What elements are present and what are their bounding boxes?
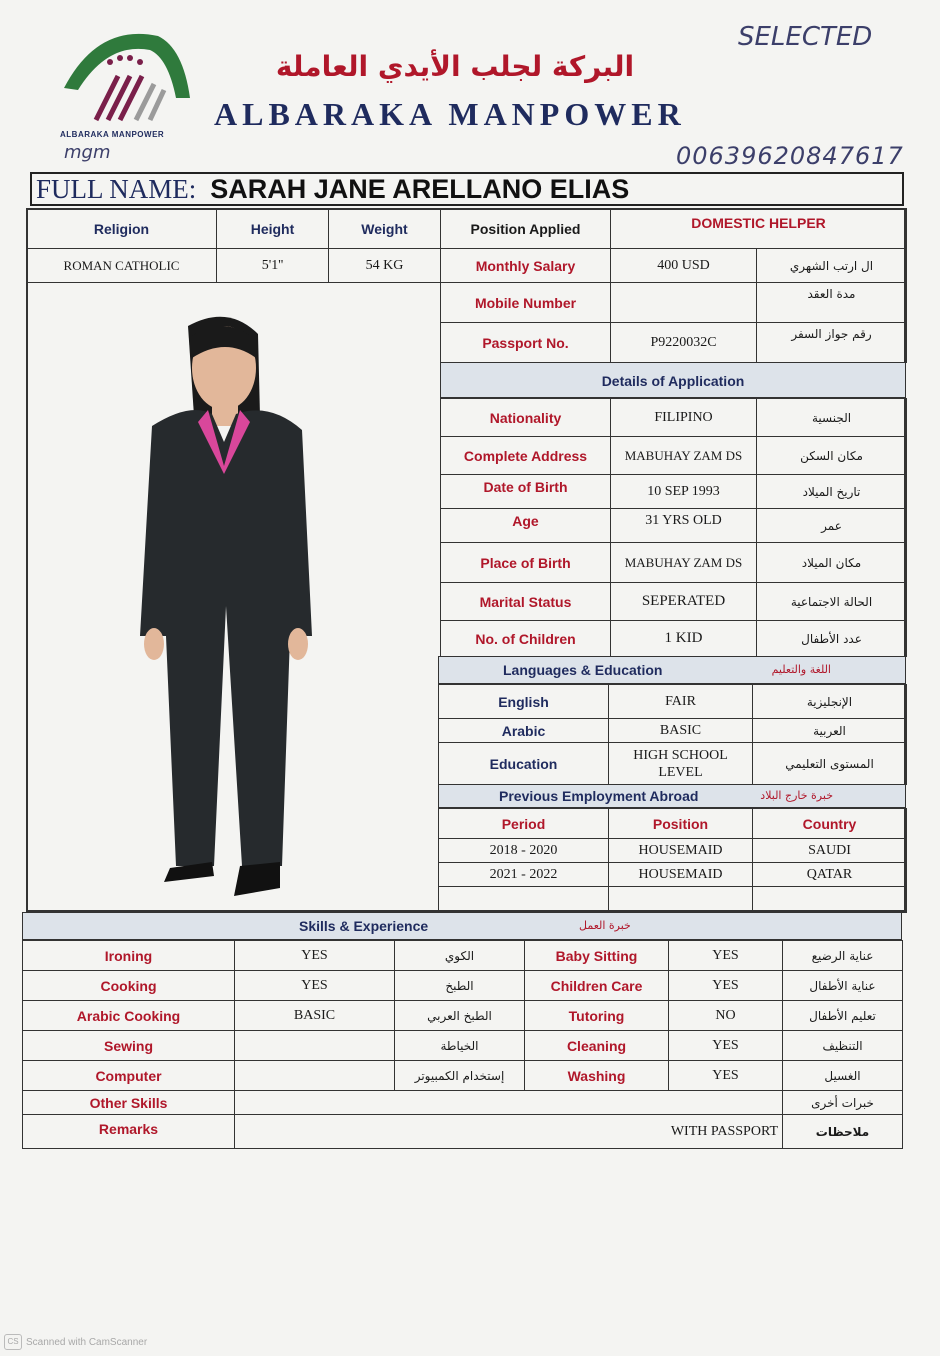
detail-row-passport: [441, 323, 907, 363]
position-label: Position Applied: [441, 209, 611, 249]
employment-period: [439, 887, 609, 913]
language-value: BASIC: [609, 719, 753, 743]
employment-position: [609, 887, 753, 913]
employment-country: [753, 887, 907, 913]
skill-value: YES: [669, 941, 783, 971]
weight-label: Weight: [329, 209, 441, 249]
skill-label: Arabic Cooking: [23, 1001, 235, 1031]
language-value: FAIR: [609, 685, 753, 719]
skills-header: [22, 912, 902, 940]
language-arabic: الإنجليزية: [753, 685, 907, 719]
skill-arabic: الكوي: [395, 941, 525, 971]
skill-value: [235, 1061, 395, 1091]
skill-label: Cooking: [23, 971, 235, 1001]
skill-label: Sewing: [23, 1031, 235, 1061]
application-value: SEPERATED: [611, 583, 757, 621]
handwritten-mark: mgm: [64, 142, 111, 163]
employment-country: SAUDI: [753, 839, 907, 863]
company-name-english: ALBARAKA MANPOWER: [214, 96, 686, 132]
skill-arabic: إستخدام الكمبيوتر: [395, 1061, 525, 1091]
height-value: 5'1'': [217, 249, 329, 283]
employment-header-label: Previous Employment Abroad: [499, 788, 699, 804]
skill-row: [23, 1061, 903, 1091]
application-value: FILIPINO: [611, 399, 757, 437]
skill-arabic: عناية الرضيع: [783, 941, 903, 971]
employment-col-position: Position: [609, 809, 753, 839]
skill-arabic: الطبخ العربي: [395, 1001, 525, 1031]
employment-position: HOUSEMAID: [609, 839, 753, 863]
employment-row: [439, 863, 907, 887]
detail-value: 400 USD: [611, 249, 757, 283]
employment-row: [439, 887, 907, 913]
skill-row: [23, 1031, 903, 1061]
remarks-row: [23, 1115, 903, 1149]
detail-label: Mobile Number: [441, 283, 611, 323]
detail-label: Monthly Salary: [441, 249, 611, 283]
skill-label: Ironing: [23, 941, 235, 971]
full-name-bar: [30, 172, 904, 206]
application-arabic: الجنسية: [757, 399, 907, 437]
scanner-watermark-text: Scanned with CamScanner: [26, 1336, 148, 1348]
application-label: Complete Address: [441, 437, 611, 475]
employment-header-arabic: خبرة خارج البلاد: [760, 789, 833, 802]
remarks-label: Remarks: [23, 1115, 235, 1149]
application-arabic: الحالة الاجتماعية: [757, 583, 907, 621]
other-skills-arabic: خبرات أخرى: [783, 1091, 903, 1115]
skill-value: [235, 1031, 395, 1061]
application-label: Place of Birth: [441, 543, 611, 583]
scanner-watermark: [4, 1334, 147, 1350]
skill-label: Cleaning: [525, 1031, 669, 1061]
detail-arabic: رقم جواز السفر: [757, 323, 907, 363]
skill-row: [23, 971, 903, 1001]
height-label: Height: [217, 209, 329, 249]
other-skills-label: Other Skills: [23, 1091, 235, 1115]
language-label: English: [439, 685, 609, 719]
logo-caption: ALBARAKA MANPOWER: [60, 130, 165, 139]
employment-col-country: Country: [753, 809, 907, 839]
religion-label: Religion: [27, 209, 217, 249]
detail-label: Passport No.: [441, 323, 611, 363]
application-table: [440, 398, 907, 657]
application-value: 31 YRS OLD: [611, 509, 757, 543]
skill-label: Children Care: [525, 971, 669, 1001]
basic-info-table: [26, 208, 441, 283]
detail-value: P9220032C: [611, 323, 757, 363]
skill-label: Computer: [23, 1061, 235, 1091]
application-label: No. of Children: [441, 621, 611, 657]
skill-arabic: تعليم الأطفال: [783, 1001, 903, 1031]
employment-period: 2021 - 2022: [439, 863, 609, 887]
employment-country: QATAR: [753, 863, 907, 887]
skill-arabic: الخياطة: [395, 1031, 525, 1061]
application-arabic: عدد الأطفال: [757, 621, 907, 657]
position-table: [440, 208, 907, 249]
skill-arabic: الطبخ: [395, 971, 525, 1001]
company-logo: [58, 28, 198, 128]
handwritten-phone: 00639620847617: [676, 142, 904, 170]
handwritten-selected: SELECTED: [738, 22, 873, 52]
detail-arabic: ال ارتب الشهري: [757, 249, 907, 283]
remarks-value: WITH PASSPORT: [235, 1115, 783, 1149]
skill-label: Washing: [525, 1061, 669, 1091]
company-name-arabic: البركة لجلب الأيدي العاملة: [275, 50, 635, 83]
skill-label: Baby Sitting: [525, 941, 669, 971]
skills-header-label: Skills & Experience: [299, 918, 429, 934]
other-skills-value: [235, 1091, 783, 1115]
employment-header: [438, 784, 906, 808]
skills-header-arabic: خبرة العمل: [579, 919, 631, 932]
employment-col-period: Period: [439, 809, 609, 839]
application-arabic: تاريخ الميلاد: [757, 475, 907, 509]
skill-row: [23, 941, 903, 971]
application-label: Marital Status: [441, 583, 611, 621]
application-label: Date of Birth: [441, 475, 611, 509]
religion-value: ROMAN CATHOLIC: [27, 249, 217, 283]
language-value: HIGH SCHOOL LEVEL: [609, 743, 753, 785]
application-arabic: مكان السكن: [757, 437, 907, 475]
skill-value: YES: [235, 941, 395, 971]
language-label: Education: [439, 743, 609, 785]
application-value: 1 KID: [611, 621, 757, 657]
application-header: Details of Application: [440, 362, 906, 398]
languages-header: [438, 656, 906, 684]
full-name-value: SARAH JANE ARELLANO ELIAS: [210, 173, 630, 204]
employment-row: [439, 839, 907, 863]
application-value: MABUHAY ZAM DS: [611, 543, 757, 583]
applicant-photo: [130, 306, 320, 902]
application-value: 10 SEP 1993: [611, 475, 757, 509]
details-table: [440, 248, 907, 363]
application-arabic: مكان الميلاد: [757, 543, 907, 583]
language-arabic: العربية: [753, 719, 907, 743]
skills-table: [22, 940, 903, 1149]
full-name-label: FULL NAME:: [36, 173, 197, 204]
employment-table: [438, 808, 907, 913]
position-value: DOMESTIC HELPER: [611, 209, 907, 249]
remarks-arabic: ملاحظات: [783, 1115, 903, 1149]
skill-value: YES: [669, 1061, 783, 1091]
language-label: Arabic: [439, 719, 609, 743]
skill-value: YES: [669, 971, 783, 1001]
detail-arabic: مدة العقد: [757, 283, 907, 323]
application-value: MABUHAY ZAM DS: [611, 437, 757, 475]
detail-row-salary: [441, 249, 907, 283]
skill-value: YES: [669, 1031, 783, 1061]
detail-row-mobile: [441, 283, 907, 323]
languages-table: [438, 684, 907, 785]
employment-position: HOUSEMAID: [609, 863, 753, 887]
languages-header-arabic: اللغة والتعليم: [771, 663, 831, 676]
skill-row: [23, 1001, 903, 1031]
skill-label: Tutoring: [525, 1001, 669, 1031]
language-arabic: المستوى التعليمي: [753, 743, 907, 785]
languages-header-label: Languages & Education: [503, 662, 663, 678]
application-label: Age: [441, 509, 611, 543]
skill-arabic: التنظيف: [783, 1031, 903, 1061]
skill-value: NO: [669, 1001, 783, 1031]
skill-value: BASIC: [235, 1001, 395, 1031]
camscanner-icon: CS: [4, 1334, 22, 1350]
other-skills-row: [23, 1091, 903, 1115]
application-arabic: عمر: [757, 509, 907, 543]
skill-arabic: عناية الأطفال: [783, 971, 903, 1001]
skill-arabic: الغسيل: [783, 1061, 903, 1091]
application-label: Nationality: [441, 399, 611, 437]
skill-value: YES: [235, 971, 395, 1001]
detail-value: [611, 283, 757, 323]
weight-value: 54 KG: [329, 249, 441, 283]
employment-period: 2018 - 2020: [439, 839, 609, 863]
